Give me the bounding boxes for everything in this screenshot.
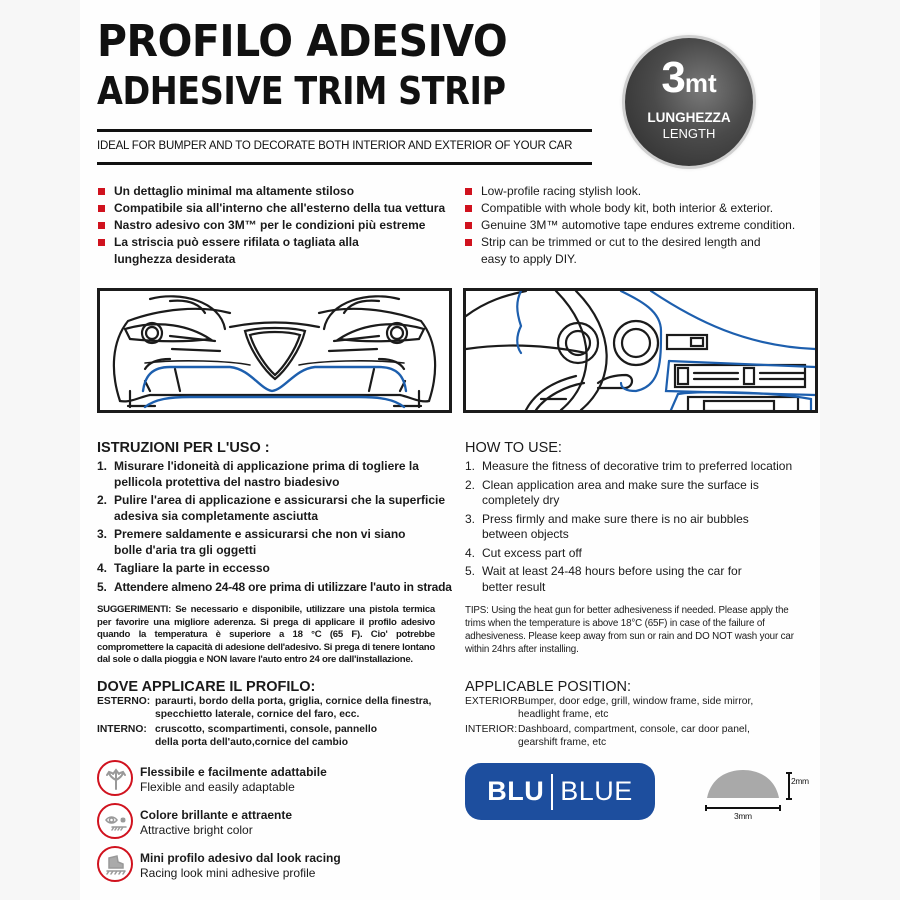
color-badge-blue [465,763,655,820]
length-unit: mt [684,68,717,98]
bullet-square-icon [465,239,472,246]
instruction-step: 2. Pulire l'area di applicazione e assicurarsi che la superficie adesiva sia completamente asciutta [97,493,446,523]
color-separator [551,774,553,810]
title-italian: PROFILO ADESIVO [97,16,508,67]
profile-cross-section [705,764,815,824]
bullet-square-icon [98,222,105,229]
bright-color-eye-icon [97,803,133,839]
width-dimension: 3mm [734,811,752,821]
half-round-profile-icon [705,764,815,824]
length-label-it: LUNGHEZZA [647,110,731,125]
interior-car-illustration [463,288,818,413]
feature-item: Genuine 3M™ automotive tape endures extreme condition. [463,217,803,234]
instruction-step: 2. Clean application area and make sure the surface is completely dry [465,477,759,507]
tips-italian: SUGGERIMENTI: Se necessario e disponibile, utilizzare una pistola termica per favorire una migliore aderenza. Si prega di applicare il profilo adesivo quando la temperatura è superiore a 18 °C (65 F). Cio' potrebbe compromettere la capacità di adesione dell'adesivo. Si prega di tenere lontano dal sole o dalla pioggia e NON lavare l'auto entro 24 ore dall'installazione. [97,604,435,665]
benefit-racing-profile: Mini profilo adesivo dal look racing Racing look mini adhesive profile [97,846,397,884]
length-badge [625,38,753,166]
instruction-step: 5. Wait at least 24-48 hours before using the car for better result [465,564,742,594]
instructions-heading-en: HOW TO USE: [465,440,562,456]
dashboard-icon [466,291,815,410]
positions-list-it: ESTERNO: paraurti, bordo della porta, griglia, cornice della finestra, specchietto laterale, cornice del faro, ecc. INTERNO: cruscotto, scompartimenti, console, pannello della porta dell'auto,cornice del cambio [97,696,432,748]
divider-top [97,129,592,132]
car-front-icon [100,291,449,410]
feature-item: Strip can be trimmed or cut to the desired length and easy to apply DIY. [463,234,803,268]
features-italian [96,183,456,268]
benefit-flexible: Flessibile e facilmente adattabile Flexible and easily adaptable [97,760,397,798]
instruction-step: 3. Press firmly and make sure there is no air bubbles between objects [465,511,749,541]
racing-profile-icon [97,846,133,882]
instructions-list-it [97,459,452,598]
instruction-step: 4. Tagliare la parte in eccesso [97,561,270,575]
feature-item: La striscia può essere rifilata o tagliata alla lunghezza desiderata [96,234,456,268]
color-label-it: BLU [487,776,545,806]
tips-english: TIPS: Using the heat gun for better adhesiveness if needed. Please apply the trims when the temperature is above 18°C (65F) in case of the failure of adhesiveness. Please keep away from sun or rain and DO NOT wash your car within 24hrs after installing. [465,605,794,655]
bullet-square-icon [98,205,105,212]
feature-item: Un dettaglio minimal ma altamente stiloso [96,183,456,200]
features-english [463,183,803,268]
feature-item: Compatible with whole body kit, both interior & exterior. [463,200,803,217]
tagline: IDEAL FOR BUMPER AND TO DECORATE BOTH INTERIOR AND EXTERIOR OF YOUR CAR [97,140,573,152]
positions-heading-en: APPLICABLE POSITION: [465,679,631,695]
color-label-en: BLUE [560,776,633,806]
exterior-car-illustration [97,288,452,413]
instruction-step: 1. Misurare l'idoneità di applicazione prima di togliere la pellicola protettiva del nastro biadesivo [97,459,419,489]
instruction-step: 3. Premere saldamente e assicurarsi che non vi siano bolle d'aria tra gli oggetti [97,527,406,557]
bullet-square-icon [98,188,105,195]
flexible-arrows-icon [97,760,133,796]
title-english: ADHESIVE TRIM STRIP [97,69,506,113]
benefit-bright-color: Colore brillante e attraente Attractive bright color [97,803,397,841]
instruction-step: 4. Cut excess part off [465,545,582,560]
instructions-list-en [465,459,805,598]
divider-bottom [97,162,592,165]
positions-list-en: EXTERIOR: Bumper, door edge, grill, window frame, side mirror, headlight frame, etc INTERIOR: Dashboard, compartment, console, car door panel, gearshift frame, etc [465,696,754,748]
length-label-en: LENGTH [662,126,716,141]
feature-item: Compatibile sia all'interno che all'esterno della tua vettura [96,200,456,217]
instructions-heading-it: ISTRUZIONI PER L'USO : [97,440,270,456]
length-number: 3 [661,53,685,102]
feature-item: Low-profile racing stylish look. [463,183,803,200]
instruction-step: 5. Attendere almeno 24-48 ore prima di utilizzare l'auto in strada [97,579,452,594]
positions-heading-it: DOVE APPLICARE IL PROFILO: [97,679,316,695]
bullet-square-icon [465,205,472,212]
height-dimension: 2mm [791,776,809,786]
instruction-step: 1. Measure the fitness of decorative trim to preferred location [465,459,793,473]
bullet-square-icon [98,239,105,246]
bullet-square-icon [465,188,472,195]
feature-item: Nastro adesivo con 3M™ per le condizioni più estreme [96,217,456,234]
bullet-square-icon [465,222,472,229]
